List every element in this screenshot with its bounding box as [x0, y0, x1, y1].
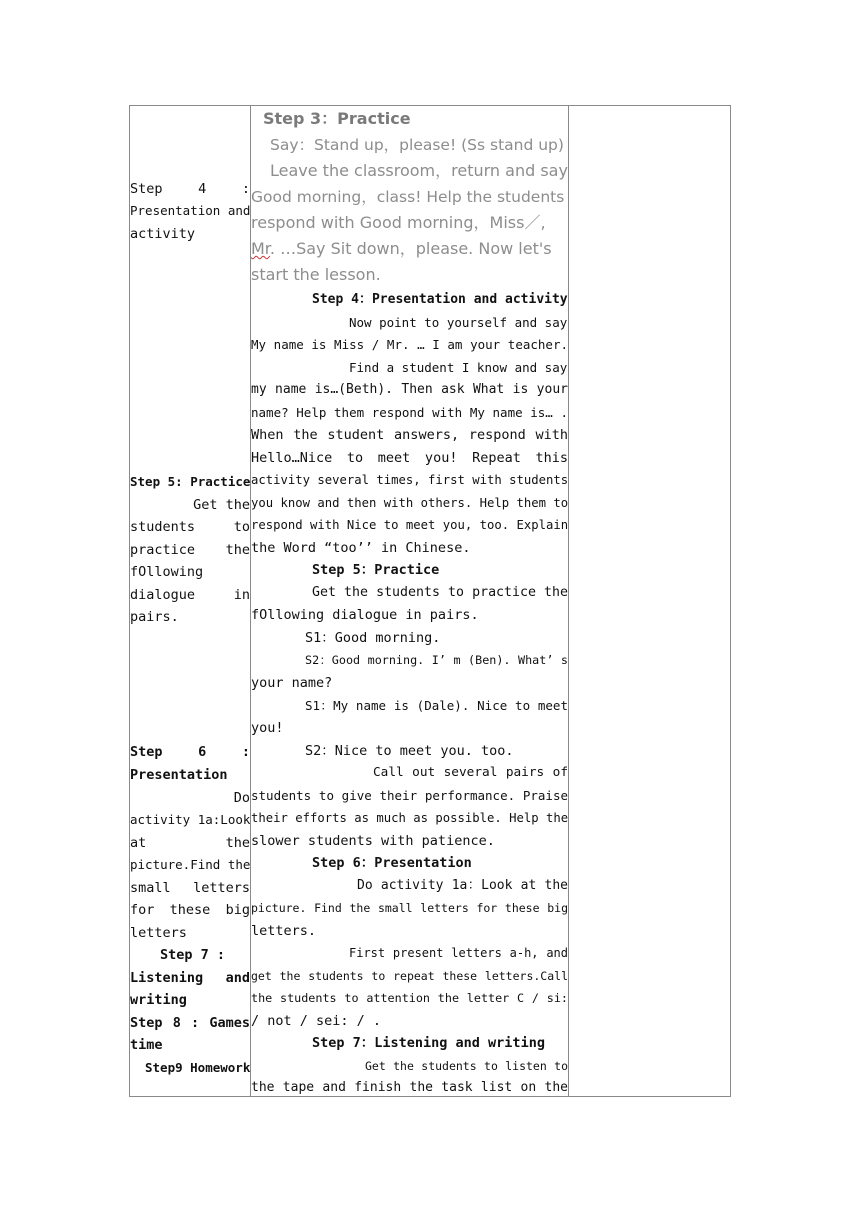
col2-line: you!	[251, 720, 284, 736]
col2-line: activity several times, first with students	[251, 473, 569, 487]
col1-line: Step 6 :	[130, 744, 250, 760]
col2-line: Get the students to practice the	[312, 585, 568, 600]
col2-line: Step 5：Practice	[312, 562, 440, 578]
col1-line: Listening and	[130, 970, 250, 986]
col2-line: When the student answers, respond with	[251, 427, 568, 443]
col2-line: Hello…Nice to meet you! Repeat this	[251, 450, 568, 466]
notes-column	[569, 106, 731, 1096]
step3-practice-image	[251, 106, 568, 286]
col1-line: at the	[130, 835, 250, 851]
col1-line: Step 5: Practice	[130, 474, 251, 489]
col2-line: the tape and finish the task list on the	[251, 1080, 568, 1095]
photo-text-line: start the lesson.	[251, 265, 381, 284]
col1-line: small letters	[130, 880, 250, 896]
photo-text-line: Mr. …Say Sit down，please. Now let's	[251, 239, 552, 258]
col2-line: the Word “too’’ in Chinese.	[251, 540, 471, 556]
col2-line: S1：Good morning.	[305, 630, 441, 646]
col2-line: First present letters a-h, and	[349, 946, 568, 960]
col2-line: my name is…(Beth). Then ask What is your	[251, 382, 568, 397]
col1-line: practice the	[130, 542, 250, 558]
col2-line: Do activity 1a：Look at the	[357, 878, 568, 893]
photo-text-line: Leave the classroom，return and say	[270, 161, 568, 180]
col1-line: writing	[130, 992, 187, 1008]
col1-line: activity	[130, 226, 196, 242]
col1-line: dialogue in	[130, 587, 250, 603]
col2-line: fOllowing dialogue in pairs.	[251, 607, 479, 623]
photo-text-line: Good morning，class! Help the students	[251, 188, 565, 206]
col2-line: Call out several pairs of	[373, 765, 568, 780]
col1-line: activity 1a:Look	[130, 812, 251, 827]
photo-text-line: Say：Stand up，please! (Ss stand up)	[270, 136, 564, 154]
col2-line: S1：My name is (Dale). Nice to meet	[305, 698, 568, 713]
col2-line: Get the students to listen to	[365, 1059, 568, 1073]
col2-line: Step 7：Listening and writing	[312, 1035, 545, 1051]
col2-line: S2：Good morning. I’ m (Ben). What’ s	[305, 653, 568, 667]
col1-line: pairs.	[130, 609, 179, 625]
col2-line: letters.	[251, 923, 317, 939]
col1-line: time	[130, 1037, 163, 1053]
col2-line: slower students with patience.	[251, 833, 495, 849]
col2-line: you know and then with others. Help them to	[251, 496, 569, 510]
col2-line: S2：Nice to meet you. too.	[305, 743, 514, 759]
lesson-plan-table	[129, 105, 731, 1097]
col1-line: picture.Find the	[130, 857, 251, 872]
col1-line: Presentation	[130, 767, 228, 783]
photo-text-line: respond with Good morning，Miss／,	[251, 213, 546, 232]
col2-line: respond with Nice to meet you, too. Explain	[251, 518, 569, 532]
procedure-column	[251, 106, 568, 1096]
col2-line: / not / sei: / .	[251, 1013, 382, 1029]
col1-line: for these big	[130, 902, 250, 918]
col1-line: Do	[233, 790, 250, 806]
col1-line: fOllowing	[130, 564, 204, 580]
steps-column	[130, 106, 250, 1096]
col2-line: name? Help them respond with My name is… .	[251, 405, 568, 420]
col1-line: Step 4 :	[130, 181, 250, 197]
col1-line: letters	[130, 925, 187, 941]
col1-line: Step 8 : Games	[130, 1015, 250, 1031]
photo-text-line: Step 3：Practice	[263, 109, 411, 128]
col2-line: Now point to yourself and say	[349, 315, 568, 330]
col2-line: get the students to repeat these letters.Call	[251, 969, 568, 983]
col2-line: Step 4：Presentation and activity	[312, 292, 568, 307]
col2-line: your name?	[251, 675, 333, 691]
col1-line: Get the	[193, 497, 250, 513]
col1-line: Presentation and	[130, 203, 251, 218]
col1-line: Step9 Homework	[145, 1060, 251, 1075]
col1-line: students to	[130, 519, 250, 535]
col2-line: picture. Find the small letters for these big	[251, 901, 568, 915]
col2-line: their efforts as much as possible. Help the	[251, 811, 569, 825]
col2-line: Find a student I know and say	[349, 360, 568, 375]
col2-line: Step 6：Presentation	[312, 855, 472, 871]
col2-line: students to give their performance. Praise	[251, 788, 568, 803]
col2-line: My name is Miss / Mr. … I am your teacher.	[251, 337, 568, 352]
col1-line: Step 7 :	[160, 947, 226, 963]
col2-line: the students to attention the letter C / si:	[251, 991, 568, 1005]
